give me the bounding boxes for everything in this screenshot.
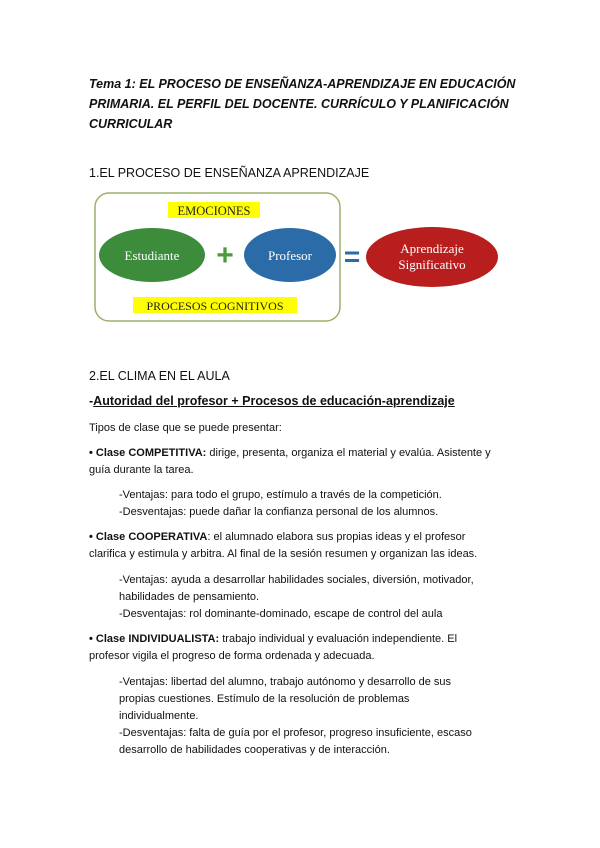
title-text: EL PROCESO DE ENSEÑANZA-APRENDIZAJE EN EDUCACIÓN PRIMARIA. EL PERFIL DEL DOCENTE. CURRÍCULO Y PLANIFICACIÓN CURRICULAR	[89, 77, 516, 131]
intro-text: Tipos de clase que se puede presentar:	[89, 422, 282, 434]
section-2-subheading	[89, 393, 455, 409]
section-1-heading: 1.EL PROCESO DE ENSEÑANZA APRENDIZAJE	[89, 166, 370, 180]
subheading-text: Autoridad del profesor + Procesos de educación-aprendizaje	[93, 394, 455, 408]
cooperativa-ventajas-1: -Ventajas: ayuda a desarrollar habilidades sociales, diversión, motivador,	[119, 574, 474, 586]
title-prefix: Tema 1:	[89, 77, 136, 91]
clase-cooperativa	[89, 529, 529, 563]
clase-cooperativa-name: • Clase COOPERATIVA	[89, 531, 208, 543]
estudiante-label: Estudiante	[124, 248, 180, 263]
cooperativa-ventajas-2: habilidades de pensamiento.	[119, 591, 260, 603]
profesor-label: Profesor	[267, 248, 313, 263]
subheading-dash: -	[89, 394, 94, 408]
clase-individualista	[89, 631, 529, 665]
individualista-desventajas-1: -Desventajas: falta de guía por el profesor, progreso insuficiente, escaso	[119, 727, 472, 739]
aprendizaje-label-line2: Significativo	[398, 257, 466, 272]
individualista-ventajas-1: -Ventajas: libertad del alumno, trabajo autónomo y desarrollo de sus	[119, 676, 452, 688]
document-title	[89, 74, 529, 134]
aprendizaje-label-line1: Aprendizaje	[400, 241, 464, 256]
clase-competitiva-desc1: dirige, presenta, organiza el material y evalúa. Asistente y	[206, 447, 491, 459]
competitiva-desventajas: -Desventajas: puede dañar la confianza personal de los alumnos.	[119, 506, 439, 518]
competitiva-ventajas: -Ventajas: para todo el grupo, estímulo a través de la competición.	[119, 489, 442, 501]
individualista-desventajas-2: desarrollo de habilidades cooperativas y de interacción.	[119, 744, 390, 756]
plus-sign: +	[216, 239, 234, 272]
individualista-ventajas-3: individualmente.	[119, 710, 199, 722]
procesos-cognitivos-label: PROCESOS COGNITIVOS	[146, 299, 284, 313]
clase-individualista-line2: profesor vigila el progreso de forma ordenada y adecuada.	[89, 650, 375, 662]
section-2-heading: 2.EL CLIMA EN EL AULA	[89, 369, 230, 383]
equals-sign: =	[343, 241, 361, 272]
clase-competitiva-line1	[89, 445, 529, 462]
individualista-ventajas-2: propias cuestiones. Estímulo de la resolución de problemas	[119, 693, 410, 705]
clase-cooperativa-desc1: : el alumnado elabora sus propias ideas y el profesor	[207, 531, 466, 543]
clase-competitiva	[89, 445, 529, 479]
clase-competitiva-name: • Clase COMPETITIVA:	[89, 447, 207, 459]
clase-competitiva-line2: guía durante la tarea.	[89, 464, 194, 476]
clase-cooperativa-line1	[89, 529, 529, 546]
cooperativa-desventajas: -Desventajas: rol dominante-dominado, escape de control del aula	[119, 608, 443, 620]
emociones-label: EMOCIONES	[177, 204, 251, 218]
clase-individualista-line1	[89, 631, 529, 648]
clase-individualista-desc1: trabajo individual y evaluación independiente. El	[219, 633, 458, 645]
clase-individualista-name: • Clase INDIVIDUALISTA:	[89, 633, 220, 645]
learning-process-diagram	[90, 190, 512, 331]
clase-cooperativa-line2: clarifica y estimula y arbitra. Al final de la sesión resumen y organizan las ideas.	[89, 548, 478, 560]
